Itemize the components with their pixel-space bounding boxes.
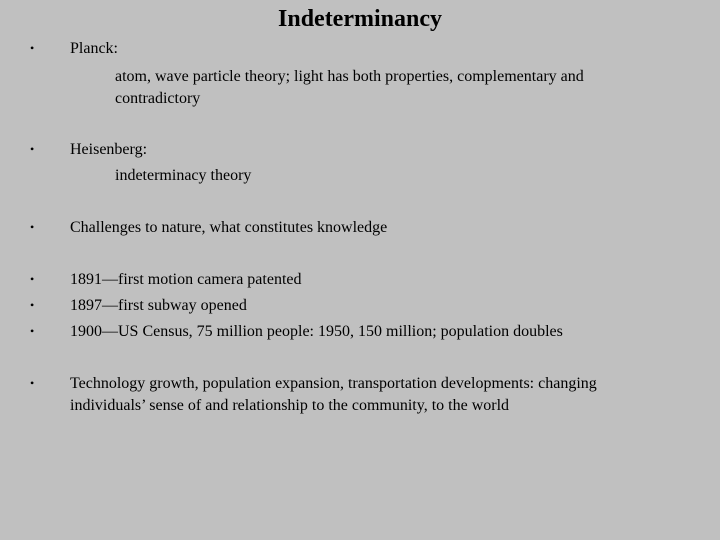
slide-title: Indeterminancy xyxy=(278,6,442,32)
bullet-planck: • xyxy=(30,41,35,55)
heisenberg-detail: indeterminacy theory xyxy=(115,167,252,184)
bullet-heisenberg: • xyxy=(30,142,35,156)
technology-line-1: Technology growth, population expansion, transportation developments: changing xyxy=(70,375,597,392)
heisenberg-heading: Heisenberg: xyxy=(70,141,148,158)
bullet-1891: • xyxy=(30,272,35,286)
planck-heading: Planck: xyxy=(70,40,118,57)
planck-detail-line-1: atom, wave particle theory; light has both properties, complementary and xyxy=(115,68,584,85)
item-1891: 1891—first motion camera patented xyxy=(70,271,302,288)
bullet-1900: • xyxy=(30,324,35,338)
item-1897: 1897—first subway opened xyxy=(70,297,247,314)
bullet-challenges: • xyxy=(30,220,35,234)
item-1900: 1900—US Census, 75 million people: 1950, 150 million; population doubles xyxy=(70,323,563,340)
technology-line-2: individuals’ sense of and relationship to the community, to the world xyxy=(70,397,510,414)
bullet-1897: • xyxy=(30,298,35,312)
planck-detail-line-2: contradictory xyxy=(115,90,201,107)
bullet-technology: • xyxy=(30,376,35,390)
challenges-text: Challenges to nature, what constitutes knowledge xyxy=(70,219,388,236)
